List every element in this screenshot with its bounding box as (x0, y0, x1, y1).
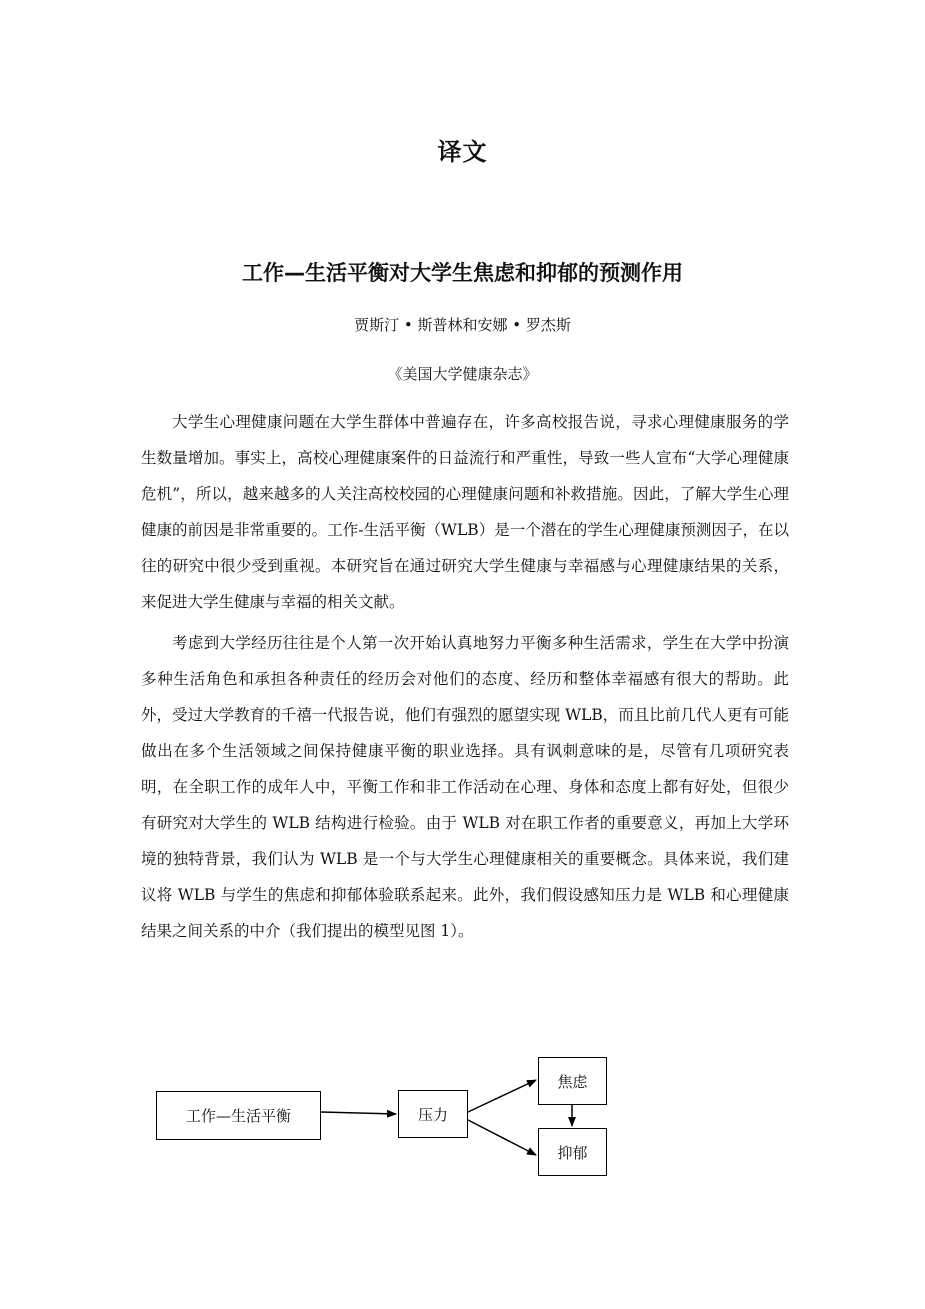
node-stress: 压力 (398, 1090, 468, 1138)
node-depression: 抑郁 (538, 1128, 607, 1176)
article-body (141, 404, 789, 954)
arrow-stress-to-anxiety (468, 1080, 536, 1112)
page-heading: 译文 (437, 138, 488, 166)
arrow-wlb-to-stress (321, 1112, 396, 1114)
paragraph-2: 考虑到大学经历往往是个人第一次开始认真地努力平衡多种生活需求，学生在大学中扮演多种生活角色和承担各种责任的经历会对他们的态度、经历和整体幸福感有很大的帮助。此外，受过大学教育的千禧一代报告说，他们有强烈的愿望实现 WLB，而且比前几代人更有可能做出在多个生活领域之间保持健康平衡的职业选择。具有讽刺意味的是，尽管有几项研究表明，在全职工作的成年人中，平衡工作和非工作活动在心理、身体和态度上都有好处，但很少有研究对大学生的 WLB 结构进行检验。由于 WLB 对在职工作者的重要意义，再加上大学环境的独特背景，我们认为 WLB 是一个与大学生心理健康相关的重要概念。具体来说，我们建议将 WLB 与学生的焦虑和抑郁体验联系起来。此外，我们假设感知压力是 WLB 和心理健康结果之间关系的中介（我们提出的模型见图 1）。 (141, 634, 789, 940)
arrow-stress-to-depression (468, 1120, 536, 1155)
node-anxiety: 焦虑 (538, 1057, 607, 1105)
article-title: 工作—生活平衡对大学生焦虑和抑郁的预测作用 (242, 261, 683, 285)
journal-name: 《美国大学健康杂志》 (387, 365, 538, 383)
paragraph-1: 大学生心理健康问题在大学生群体中普遍存在，许多高校报告说，寻求心理健康服务的学生数量增加。事实上，高校心理健康案件的日益流行和严重性，导致一些人宣布“大学心理健康危机”，所以，越来越多的人关注高校校园的心理健康问题和补救措施。因此，了解大学生心理健康的前因是非常重要的。工作-生活平衡（WLB）是一个潜在的学生心理健康预测因子，在以往的研究中很少受到重视。本研究旨在通过研究大学生健康与幸福感与心理健康结果的关系，来促进大学生健康与幸福的相关文献。 (141, 413, 789, 611)
article-authors: 贾斯汀 • 斯普林和安娜 • 罗杰斯 (354, 316, 571, 334)
node-work-life-balance: 工作—生活平衡 (156, 1091, 321, 1140)
